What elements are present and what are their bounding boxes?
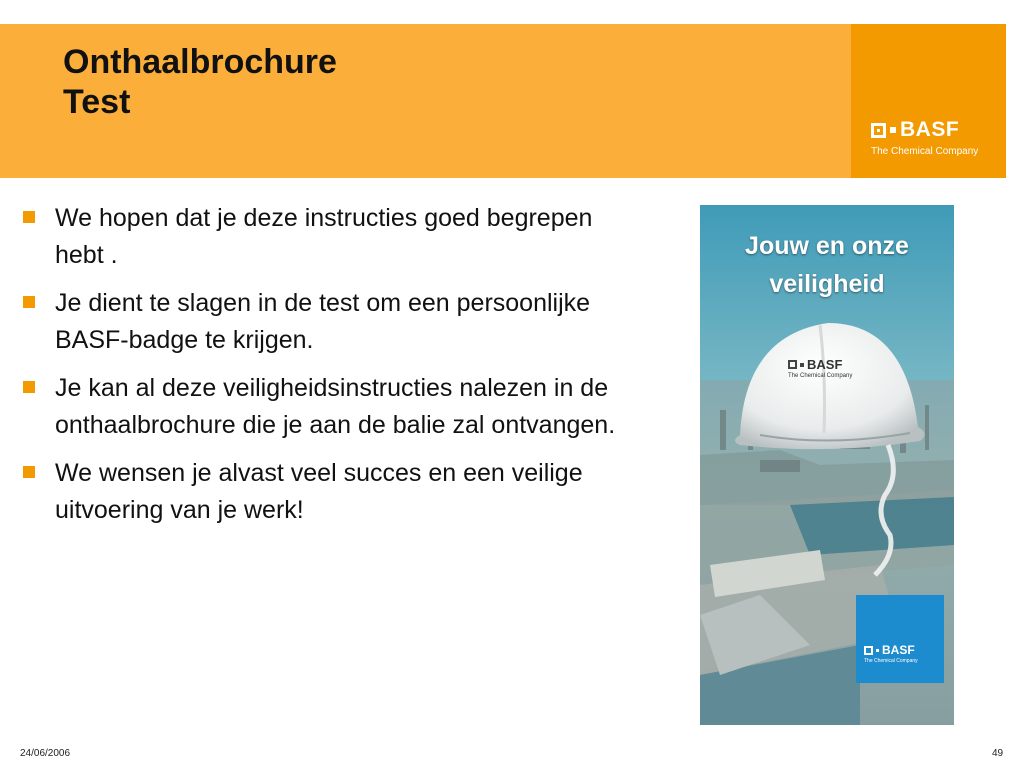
basf-square-outline-icon [788,360,797,369]
slide-title-line-2: Test [63,83,131,121]
brochure-cover-image [700,205,954,725]
brochure-title [700,227,954,303]
bullet-item [22,200,642,274]
bullet-text: We wensen je alvast veel succes en een veilige uitvoering van je werk! [55,459,583,524]
basf-logo-word: BASF [900,118,960,141]
page-number: 49 [992,748,1004,759]
bullet-item [22,455,642,529]
basf-square-outline-icon [864,646,873,655]
slide-title [63,42,337,122]
bullet-square-icon [23,466,35,478]
logo-panel [851,24,1006,178]
basf-square-solid-icon [876,649,879,652]
brochure-blue-logo-box [856,595,944,683]
basf-logo [871,120,989,157]
footer-date: 24/06/2006 [20,748,71,759]
basf-square-outline-icon [871,123,886,138]
box-logo-tagline: The Chemical Company [864,658,918,664]
helmet-logo-word: BASF [807,357,843,372]
bullet-square-icon [23,381,35,393]
helmet-basf-logo [788,357,852,379]
basf-logo-tagline: The Chemical Company [871,146,979,157]
bullet-list [22,200,642,540]
bullet-square-icon [23,296,35,308]
basf-square-solid-icon [800,363,804,367]
bullet-text: We hopen dat je deze instructies goed begrepen hebt . [55,204,593,269]
bullet-text: Je dient te slagen in de test om een persoonlijke BASF-badge te krijgen. [55,289,591,354]
bullet-square-icon [23,211,35,223]
brochure-title-line-1: Jouw en onze [745,232,909,260]
slide-header [0,24,1006,178]
basf-square-solid-icon [890,127,896,133]
bullet-text: Je kan al deze veiligheidsinstructies nalezen in de onthaalbrochure die je aan de balie zal ontvangen. [55,374,616,439]
box-logo-word: BASF [882,643,915,657]
brochure-title-line-2: veiligheid [769,270,885,298]
bullet-item [22,285,642,359]
bullet-item [22,370,642,444]
helmet-logo-tagline: The Chemical Company [788,373,853,379]
slide-title-line-1: Onthaalbrochure [63,43,337,81]
